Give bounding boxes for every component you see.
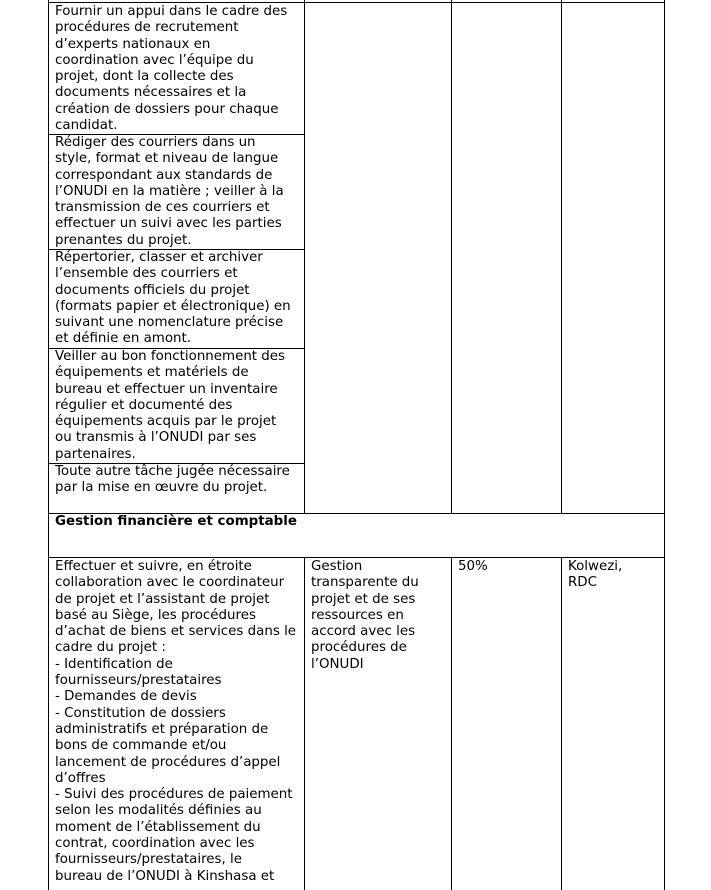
task-cell-archiving	[55, 250, 303, 348]
column-divider-2-upper	[451, 0, 452, 513]
column-divider-3-lower	[561, 557, 562, 890]
task-text: Rédiger des courriers dans un style, format et niveau de langue correspondant aux standards de l’ONUDI en la matière ; veiller à la transmission de ces courriers et effectuer un suivi avec les parties prenantes du projet.	[55, 135, 284, 248]
finance-task-cell	[55, 559, 303, 885]
task-cell-other	[55, 464, 303, 497]
task-cell-recruitment	[55, 4, 303, 134]
task-text: Toute autre tâche jugée nécessaire par la mise en œuvre du projet.	[55, 464, 290, 496]
task-text: Veiller au bon fonctionnement des équipements et matériels de bureau et effectuer un inventaire régulier et documenté des équipements acquis par le projet ou transmis à l’ONUDI par ses partenaires.	[55, 349, 286, 462]
finance-result-cell	[311, 559, 449, 673]
finance-location-cell	[568, 559, 662, 592]
result-text: Gestion transparente du projet et de ses ressources en accord avec les procédures de l’ONUDI	[311, 559, 419, 672]
column-divider-2-lower	[451, 557, 452, 890]
task-cell-equipment	[55, 349, 303, 463]
location-text: Kolwezi, RDC	[568, 559, 623, 591]
section-bottom-border	[48, 557, 664, 558]
task-text: Effectuer et suivre, en étroite collaboration avec le coordinateur de projet et l’assistant de projet basé au Siège, les procédures d’achat de biens et services dans le cadre du projet : - Identification de fournisseurs/prestataires - Demandes de devis - Constitution de dossiers administratifs et préparation de bons de commande et/ou lancement de procédures d’appel d’offres - Suivi des procédures de paiement selon les modalités définies au moment de l’établissement du contrat, coordination avec les fournisseurs/prestataires, le bureau de l’ONUDI à Kinshasa et	[55, 559, 297, 884]
task-text: Fournir un appui dans le cadre des procédures de recrutement d’experts nationaux en coordination avec l’équipe du projet, dont la collecte des documents nécessaires et la création de dossiers pour chaque candidat.	[55, 4, 288, 134]
task-cell-correspondence	[55, 135, 303, 249]
column-divider-3-upper	[561, 0, 562, 513]
table-right-border	[664, 0, 665, 890]
table-top-border	[48, 2, 664, 3]
column-divider-1-lower	[304, 557, 305, 890]
column-divider-1-upper	[304, 0, 305, 513]
task-text: Répertorier, classer et archiver l’ensemble des courriers et documents officiels du projet (formats papier et électronique) en suivant une nomenclature précise et définie en amont.	[55, 250, 291, 347]
finance-percentage-cell: 50%	[458, 559, 488, 574]
section-heading: Gestion financière et comptable	[55, 514, 297, 529]
